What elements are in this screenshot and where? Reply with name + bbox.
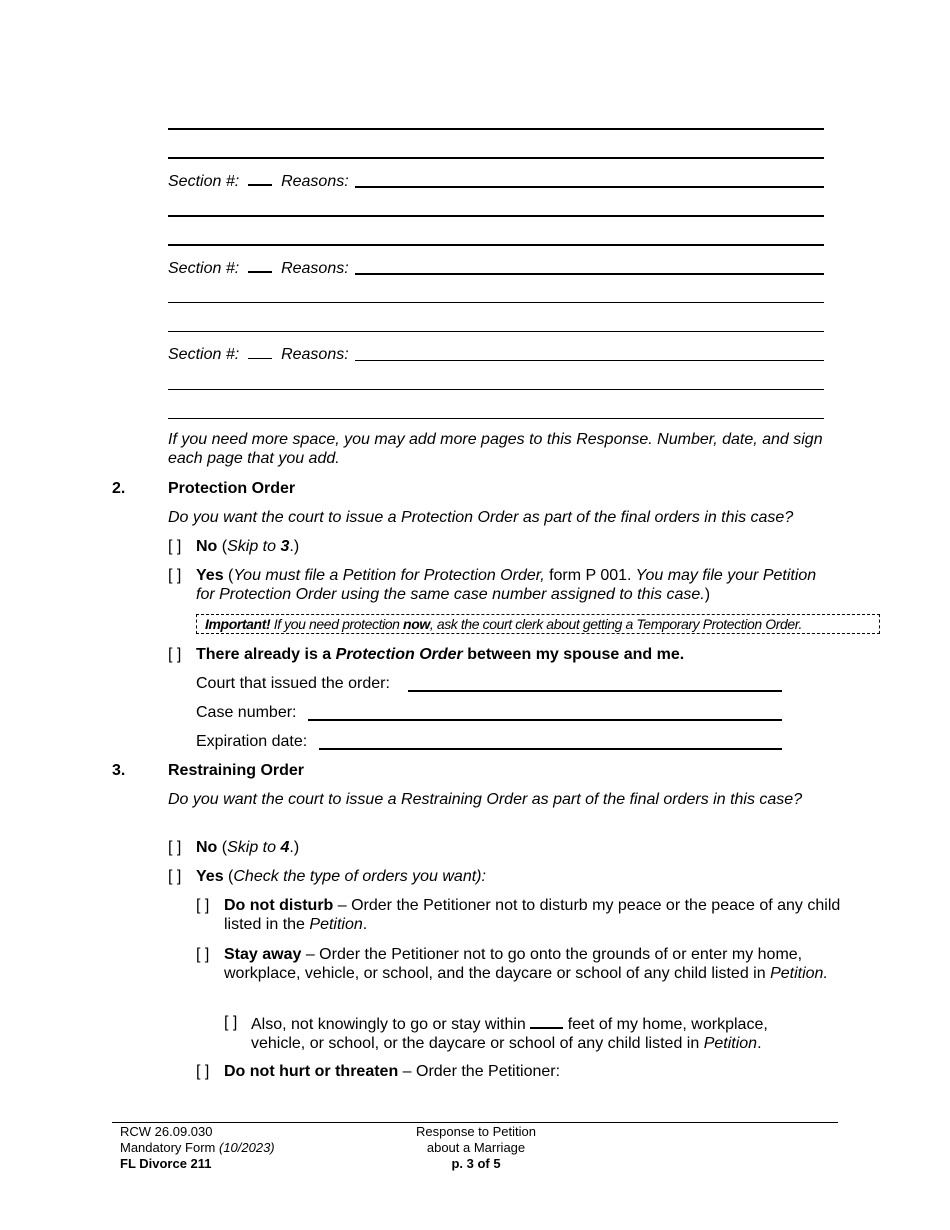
court-field[interactable] [408, 690, 782, 692]
more-space-note: If you need more space, you may add more pages to this Response. Number, date, and sign each page that you add. [168, 431, 823, 467]
section-label: Section #: [168, 346, 240, 363]
option-label: Do not disturb [224, 897, 334, 914]
notice-now: now [403, 616, 430, 632]
important-label: Important! [205, 616, 271, 632]
checkbox[interactable]: [ ] [196, 897, 210, 914]
checkbox[interactable]: [ ] [224, 1014, 238, 1031]
reasons-label: Reasons: [281, 260, 349, 277]
section-reasons-row-1 [168, 170, 349, 191]
existing-protection-order-option[interactable] [168, 645, 684, 664]
footer-form-id: FL Divorce 211 [120, 1156, 212, 1171]
blank-line[interactable] [168, 331, 824, 332]
do-not-disturb-option[interactable] [196, 896, 846, 934]
important-notice [196, 614, 880, 634]
notice-text: , ask the court clerk about getting a Temporary Protection Order. [429, 616, 803, 632]
option-text: There already is a [196, 646, 336, 663]
feet-field[interactable] [530, 1013, 563, 1029]
yes-label: Yes [196, 868, 224, 885]
blank-line[interactable] [168, 215, 824, 217]
paren: .) [289, 839, 300, 856]
footer-center [376, 1124, 576, 1172]
section-number-field[interactable] [248, 257, 272, 273]
notice-text: If you need protection [270, 616, 404, 632]
item-2-number: 2. [112, 480, 126, 497]
skip-number: 3 [280, 538, 290, 555]
reasons-field[interactable] [355, 360, 824, 361]
section-number-field[interactable] [248, 344, 272, 359]
no-label: No [196, 538, 218, 555]
checkbox[interactable]: [ ] [168, 538, 182, 555]
option-text: between my spouse and me. [462, 646, 685, 663]
petition-ref: Petition. [770, 965, 828, 982]
option-text: – Order the Petitioner not to disturb my peace or the peace of any child listed in the [224, 897, 841, 933]
checkbox[interactable]: [ ] [168, 567, 182, 584]
paren: .) [289, 538, 300, 555]
footer-page-number: p. 3 of 5 [451, 1156, 501, 1171]
option-text: – Order the Petitioner: [398, 1063, 561, 1080]
section-reasons-row-2 [168, 257, 349, 278]
reasons-label: Reasons: [281, 173, 349, 190]
petition-ref: Petition [703, 1035, 758, 1052]
section-label: Section #: [168, 173, 240, 190]
footer-mandatory [120, 1140, 275, 1156]
blank-line[interactable] [168, 157, 824, 159]
case-number-label: Case number: [196, 704, 297, 721]
no-label: No [196, 839, 218, 856]
paren: ): [476, 868, 486, 885]
section-number-field[interactable] [248, 170, 272, 186]
option-text: . [362, 916, 368, 933]
paren: ( [228, 868, 234, 885]
item-3-heading: Restraining Order [168, 762, 305, 779]
reasons-field[interactable] [355, 273, 824, 275]
restraining-no-option[interactable] [168, 838, 299, 857]
skip-text: Skip to [227, 538, 281, 555]
option-text: . [757, 1035, 762, 1052]
skip-text: Skip to [227, 839, 281, 856]
yes-label: Yes [196, 567, 224, 584]
item-3-number: 3. [112, 762, 126, 779]
checkbox[interactable]: [ ] [196, 1063, 210, 1080]
form-ref: form P 001. [544, 567, 632, 584]
paren: ) [704, 586, 711, 603]
checkbox[interactable]: [ ] [196, 946, 210, 963]
checkbox[interactable]: [ ] [168, 839, 182, 856]
footer-title-line-2: about a Marriage [426, 1140, 526, 1155]
footer-left [120, 1124, 275, 1172]
checkbox[interactable]: [ ] [168, 646, 182, 663]
reasons-field[interactable] [355, 186, 824, 188]
checkbox[interactable]: [ ] [168, 868, 182, 885]
yes-instruction: Check the type of orders you want [233, 868, 477, 885]
section-reasons-row-3 [168, 344, 349, 364]
option-text: Protection Order [335, 646, 463, 663]
protection-yes-option[interactable] [168, 566, 838, 604]
option-label: Do not hurt or threaten [224, 1063, 399, 1080]
case-number-field[interactable] [308, 719, 782, 721]
footer-mandatory-date: (10/2023) [218, 1140, 275, 1155]
protection-no-option[interactable] [168, 537, 299, 556]
footer-title-line-1: Response to Petition [416, 1124, 536, 1139]
stay-away-distance-option[interactable] [224, 1013, 824, 1053]
yes-instruction: You must file a Petition for Protection Order, [233, 567, 545, 584]
court-label: Court that issued the order: [196, 675, 390, 692]
footer-divider [112, 1122, 838, 1123]
item-3-question: Do you want the court to issue a Restraining Order as part of the final orders in this case? [168, 791, 803, 808]
expiration-label: Expiration date: [196, 733, 308, 750]
option-text: Also, not knowingly to go or stay within [251, 1016, 531, 1033]
blank-line[interactable] [168, 128, 824, 130]
option-text: feet of my home, workplace, vehicle, or school, or the daycare or school of any child listed in [251, 1016, 768, 1052]
footer-mandatory-text: Mandatory Form [120, 1140, 219, 1155]
do-not-hurt-option[interactable] [196, 1062, 560, 1081]
paren: ( [221, 538, 228, 555]
paren: ( [228, 567, 234, 584]
skip-number: 4 [280, 839, 290, 856]
option-text: – Order the Petitioner not to go onto the grounds of or enter my home, workplace, vehicle, or school, and the daycare or school of any child listed in [224, 946, 803, 982]
blank-line[interactable] [168, 302, 824, 303]
option-label: Stay away [224, 946, 302, 963]
restraining-yes-option[interactable] [168, 867, 486, 886]
section-label: Section #: [168, 260, 240, 277]
item-2-heading: Protection Order [168, 480, 296, 497]
blank-line[interactable] [168, 389, 824, 390]
blank-line[interactable] [168, 244, 824, 246]
expiration-field[interactable] [319, 748, 782, 750]
paren: ( [221, 839, 228, 856]
yes-instruction: You may file your Petition for Protection Order using the same case number assigned to this case. [196, 567, 817, 603]
item-2-question: Do you want the court to issue a Protection Order as part of the final orders in this case? [168, 509, 794, 526]
petition-ref: Petition [309, 916, 363, 933]
blank-line[interactable] [168, 418, 824, 419]
footer-rcw: RCW 26.09.030 [120, 1124, 213, 1139]
stay-away-option[interactable] [196, 945, 846, 983]
reasons-label: Reasons: [281, 346, 349, 363]
